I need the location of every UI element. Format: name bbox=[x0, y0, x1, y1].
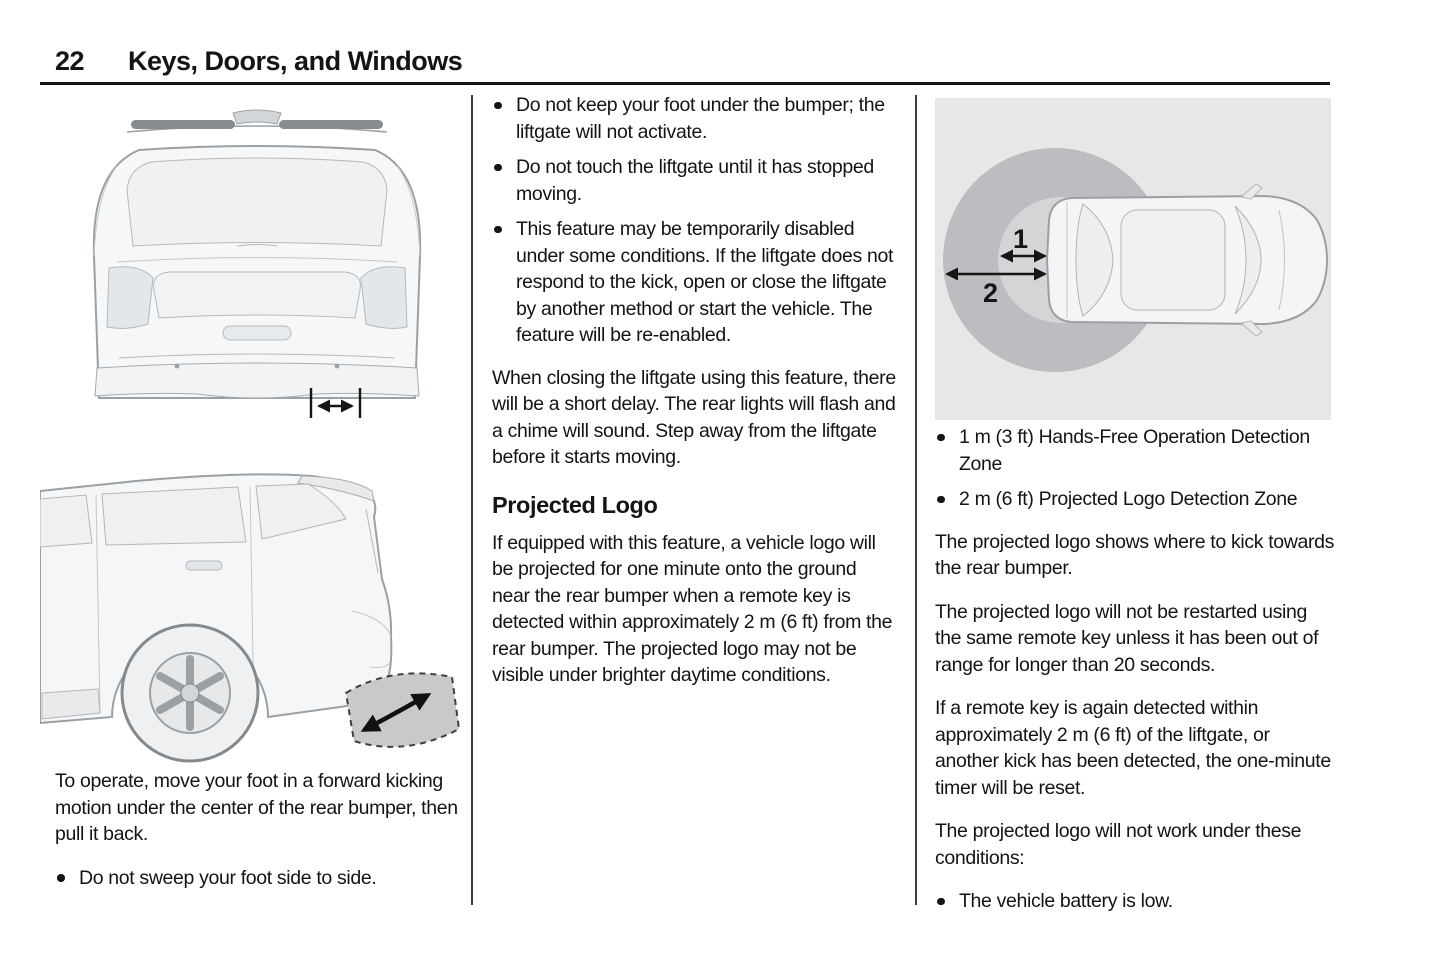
page-title: Keys, Doors, and Windows bbox=[128, 46, 463, 76]
bullet-text: The vehicle battery is low. bbox=[959, 890, 1173, 912]
operate-paragraph: To operate, move your foot in a forward kicking motion under the center of the rear bumper, then pull it back. bbox=[55, 770, 458, 845]
caution-bullet-list bbox=[492, 92, 899, 349]
column-divider-right bbox=[915, 95, 917, 905]
rear-bumper bbox=[95, 363, 419, 398]
conditions-intro-paragraph: The projected logo will not work under these conditions: bbox=[935, 820, 1302, 869]
closing-liftgate-paragraph: When closing the liftgate using this feature, there will be a short delay. The rear lights will flash and a chime will sound. Step away from the liftgate before it starts moving. bbox=[492, 366, 896, 468]
bullet-text: 2 m (6 ft) Projected Logo Detection Zone bbox=[959, 488, 1298, 510]
top-view-svg bbox=[935, 98, 1331, 420]
side-view-svg bbox=[40, 431, 460, 763]
list-item bbox=[492, 216, 899, 349]
list-item bbox=[492, 154, 899, 207]
taillight-left bbox=[107, 267, 153, 329]
page-number: 22 bbox=[55, 46, 85, 76]
legend-bullet-list bbox=[935, 424, 1335, 513]
rear-door-window bbox=[102, 487, 246, 545]
logo-kick-paragraph: The projected logo shows where to kick towards the rear bumper. bbox=[935, 530, 1335, 579]
taillight-right bbox=[361, 267, 407, 329]
bullet-text: Do not sweep your foot side to side. bbox=[79, 866, 377, 889]
bullet-text: Do not touch the liftgate until it has stopped moving. bbox=[516, 156, 874, 205]
bullet-icon bbox=[937, 496, 945, 504]
middle-column bbox=[492, 92, 899, 689]
roof-rack-left bbox=[131, 120, 235, 129]
bullet-icon bbox=[494, 164, 502, 172]
rear-window bbox=[127, 158, 387, 246]
callout-label-2: 2 bbox=[983, 278, 999, 308]
liftgate-rear-view-illustration bbox=[57, 96, 457, 426]
bullet-icon bbox=[937, 434, 945, 442]
roof-rack-right bbox=[279, 120, 383, 129]
bullet-text: 1 m (3 ft) Hands-Free Operation Detection Zone bbox=[959, 426, 1310, 475]
list-item bbox=[935, 486, 1335, 513]
liftgate-handle bbox=[223, 326, 291, 340]
column-divider-left bbox=[471, 95, 473, 905]
bullet-text: This feature may be temporarily disabled under some conditions. If the liftgate does not respond to the kick, open or close the liftgate by another method or start the vehicle. The feature will be re-enabled. bbox=[516, 218, 894, 346]
kick-motion-side-view-illustration bbox=[40, 431, 460, 763]
projected-logo-paragraph: If equipped with this feature, a vehicle logo will be projected for one minute onto the ground near the rear bumper when a remote key is detected within approximately 2 m (6 ft) from the rear bumper. The projected logo may not be visible under brighter daytime conditions. bbox=[492, 531, 893, 686]
list-item bbox=[935, 424, 1335, 477]
header-rule bbox=[40, 82, 1330, 85]
vehicle-top-view bbox=[1047, 184, 1327, 336]
liftgate-recess-panel bbox=[154, 272, 361, 318]
right-column-text bbox=[935, 424, 1335, 915]
bullet-icon bbox=[57, 874, 65, 882]
roof-center-trim bbox=[233, 110, 281, 124]
list-item bbox=[935, 888, 1335, 915]
rear-view-svg bbox=[57, 96, 457, 426]
parking-sensor-left bbox=[175, 364, 180, 369]
bullet-icon bbox=[494, 102, 502, 110]
callout-label-1: 1 bbox=[1013, 224, 1029, 254]
section-heading-projected-logo: Projected Logo bbox=[492, 491, 658, 518]
logo-restart-paragraph: The projected logo will not be restarted using the same remote key unless it has been out of range for longer than 20 seconds. bbox=[935, 600, 1319, 676]
bullet-text: Do not keep your foot under the bumper; the liftgate will not activate. bbox=[516, 94, 885, 143]
door-handle bbox=[186, 561, 222, 570]
rear-wheel bbox=[122, 625, 258, 761]
bullet-icon bbox=[937, 898, 945, 906]
bullet-icon bbox=[494, 226, 502, 234]
timer-reset-paragraph: If a remote key is again detected within approximately 2 m (6 ft) of the liftgate, or another kick has been detected, the one-minute timer will be reset. bbox=[935, 697, 1331, 799]
list-item bbox=[492, 92, 899, 145]
detection-zone-diagram bbox=[935, 98, 1331, 420]
front-door-window bbox=[40, 495, 92, 547]
left-column-text bbox=[55, 768, 463, 891]
list-item bbox=[55, 865, 463, 892]
parking-sensor-right bbox=[335, 364, 340, 369]
